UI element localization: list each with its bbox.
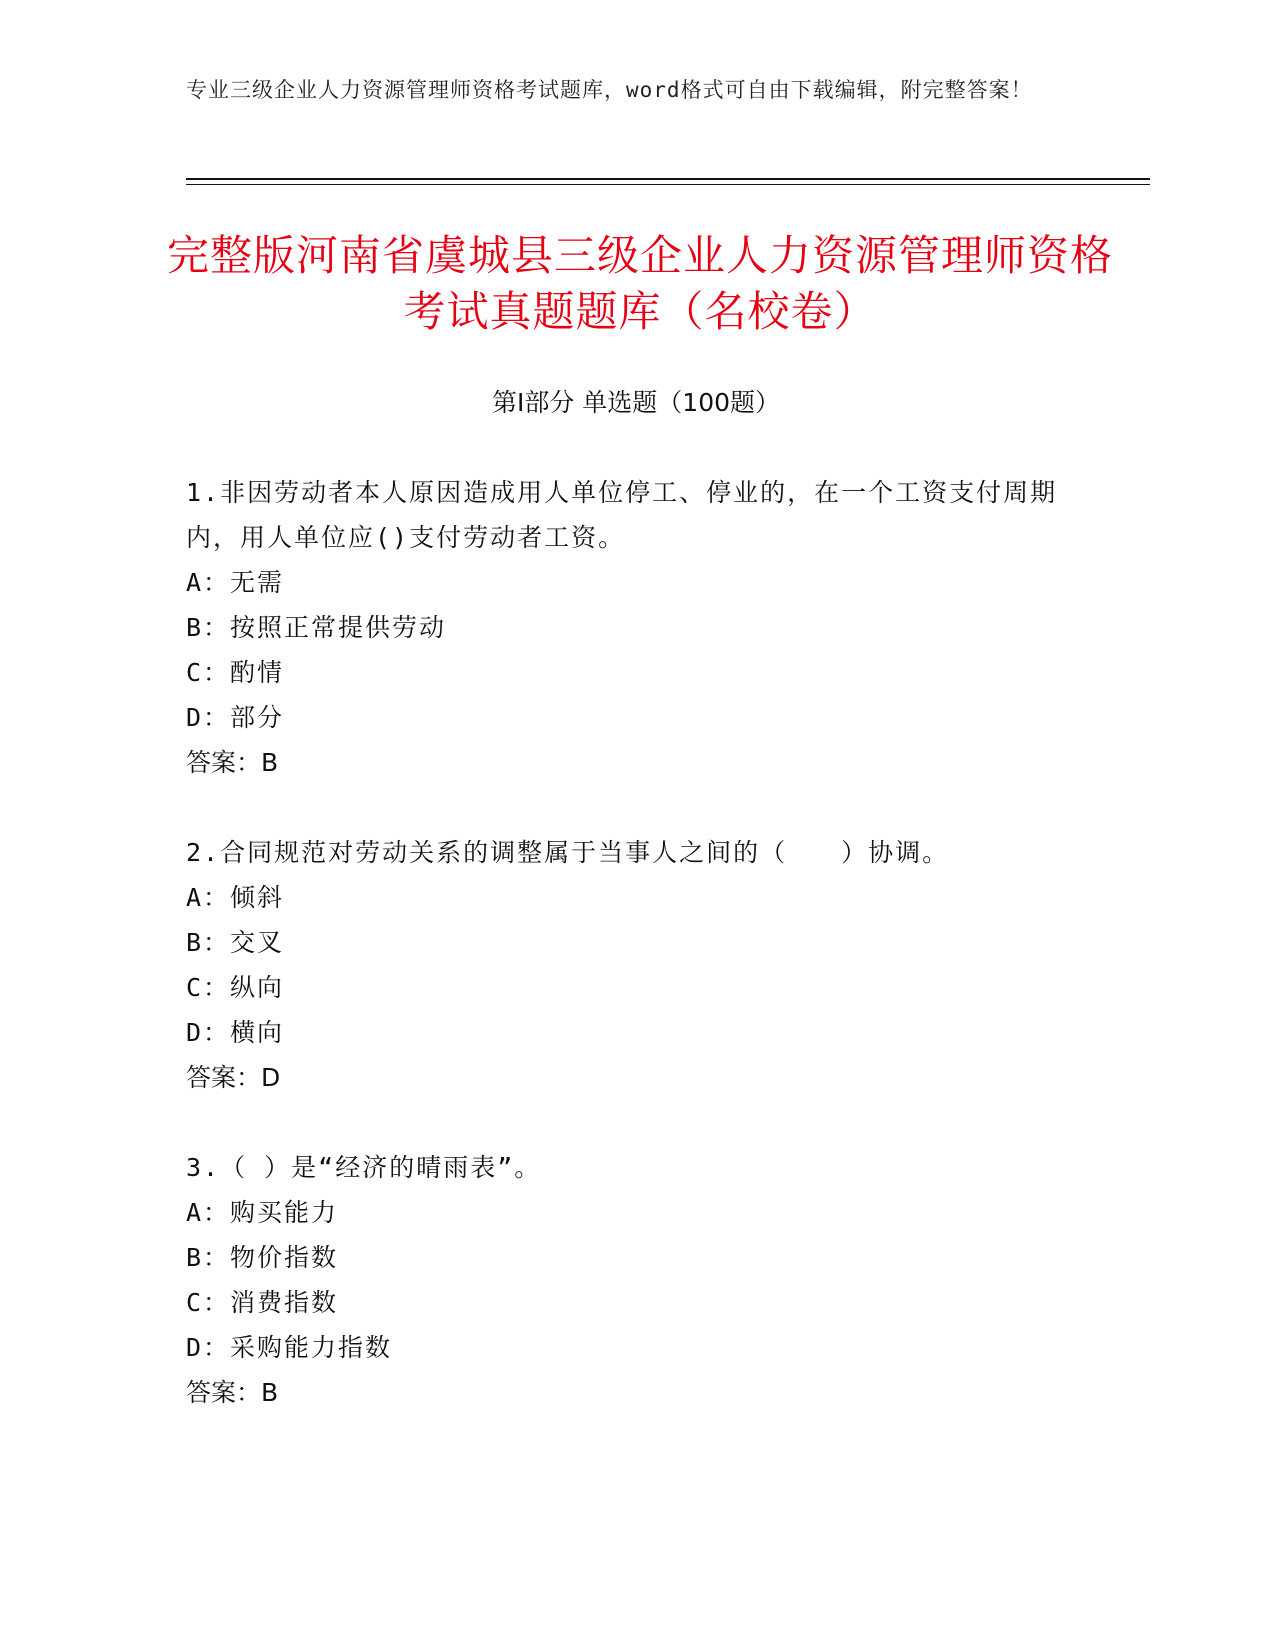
option-a: A：购买能力 [186,1198,339,1227]
option-d: D：横向 [186,1018,285,1047]
option-b: B：交叉 [186,928,285,957]
header-divider-thick [186,178,1150,180]
question-stem: 3.（ ）是“经济的晴雨表”。 [186,1153,542,1182]
document-title: 完整版河南省虞城县三级企业人力资源管理师资格考试真题题库（名校卷） [166,231,1113,336]
option-d: D：部分 [186,703,285,732]
option-a: A：倾斜 [186,883,285,912]
option-a: A：无需 [186,568,285,597]
question-1 [186,470,1066,785]
question-stem: 2.合同规范对劳动关系的调整属于当事人之间的（ ）协调。 [186,838,950,867]
option-b: B：按照正常提供劳动 [186,613,447,642]
option-c: C：纵向 [186,973,285,1002]
answer: 答案：B [186,748,279,777]
question-stem: 1.非因劳动者本人原因造成用人单位停工、停业的，在一个工资支付周期内，用人单位应()支付劳动者工资。 [186,478,1058,552]
option-c: C：酌情 [186,658,285,687]
option-d: D：采购能力指数 [186,1333,393,1362]
question-3 [186,1145,1066,1415]
option-b: B：物价指数 [186,1243,339,1272]
question-2 [186,830,1066,1100]
answer: 答案：D [186,1063,281,1092]
header-divider-thin [186,184,1150,185]
answer: 答案：B [186,1378,279,1407]
option-c: C：消费指数 [186,1288,339,1317]
header-note: 专业三级企业人力资源管理师资格考试题库，word格式可自由下载编辑，附完整答案！ [186,78,1033,102]
section-heading: 第I部分 单选题（100题） [491,388,781,417]
